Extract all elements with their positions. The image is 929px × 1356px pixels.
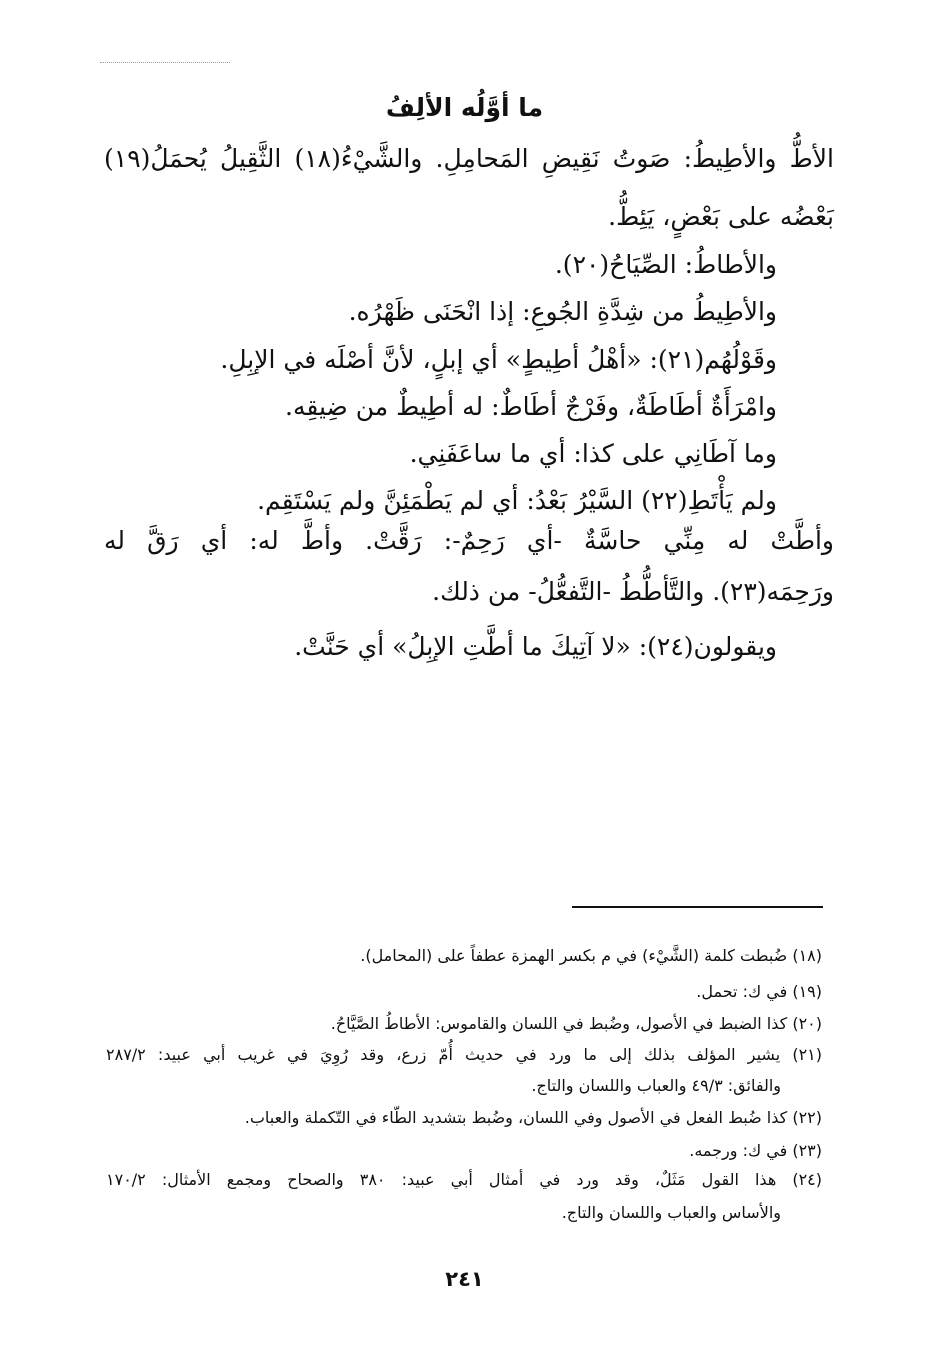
footnote: (١٨) ضُبطت كلمة (الشَّيْء) في م بكسر الهمزة عطفاً على (المحامل). [360,946,822,965]
body-line: الأطُّ والأطِيطُ: صَوتُ نَقِيضِ المَحامِلِ. والشَّيْءُ(١٨) الثَّقِيلُ يُحمَلُ(١٩) [104,144,834,173]
body-line: ورَحِمَه(٢٣). والتَّأطُّطُ -التَّفعُّلُ- من ذلك. [432,577,834,606]
footnote: (٢٣) في ك: ورجمه. [689,1141,822,1160]
body-line: وما آطَانِي على كذا: أي ما ساعَفَنِي. [409,439,777,468]
body-line: وأطَّتْ له مِنِّي حاسَّةٌ -أي رَحِمٌ-: رَقَّتْ. وأطَّ له: أي رَقَّ له [104,526,834,555]
footnote: (٢٠) كذا الضبط في الأصول، وضُبط في اللسان والقاموس: الأطاطُ الصَّيَّاحُ. [330,1014,822,1033]
body-line: ولم يَأْتَطِ(٢٢) السَّيْرُ بَعْدُ: أي لم يَطْمَئِنَّ ولم يَسْتَقِم. [257,486,777,515]
body-line: بَعْضُه على بَعْضٍ، يَئِطُّ. [608,202,834,231]
footnote: (٢١) يشير المؤلف بذلك إلى ما ورد في حديث أُمّ زرع، وقد رُوِيَ في غريب أبي عبيد: ٢٨٧/٢ [106,1045,822,1064]
body-line: وامْرَأَةٌ أطَاطَةٌ، وفَرْجٌ أطَاطٌ: له أطِيطٌ من ضِيقِه. [285,392,777,421]
footnote: (٢٤) هذا القول مَثَلٌ، وقد ورد في أمثال أبي عبيد: ٣٨٠ والصحاح ومجمع الأمثال: ١٧٠/٢ [106,1170,823,1189]
body-line: وقَوْلُهُم(٢١): «أهْلُ أطِيطٍ» أي إبلٍ، لأنَّ أصْلَه في الإبِلِ. [220,345,777,374]
body-line: ويقولون(٢٤): «لا آتِيكَ ما أطَّتِ الإبِلُ» أي حَنَّتْ. [294,632,777,661]
body-line: والأطاطُ: الصِّيَاحُ(٢٠). [554,250,777,279]
footnote-continuation: والفائق: ٤٩/٣ والعباب واللسان والتاج. [531,1076,781,1095]
footnote-separator [572,906,823,908]
body-line: والأطِيطُ من شِدَّةِ الجُوعِ: إذا انْحَنَى ظَهْرُه. [348,297,777,326]
footnote: (١٩) في ك: تحمل. [696,982,822,1001]
footnote: (٢٢) كذا ضُبط الفعل في الأصول وفي اللسان، وضُبط بتشديد الطّاء في التّكملة والعباب. [244,1108,822,1127]
section-heading: ما أوَّلُه الألِفُ [385,93,544,122]
page-number: ٢٤١ [445,1267,484,1291]
footnote-continuation: والأساس والعباب واللسان والتاج. [561,1203,781,1222]
